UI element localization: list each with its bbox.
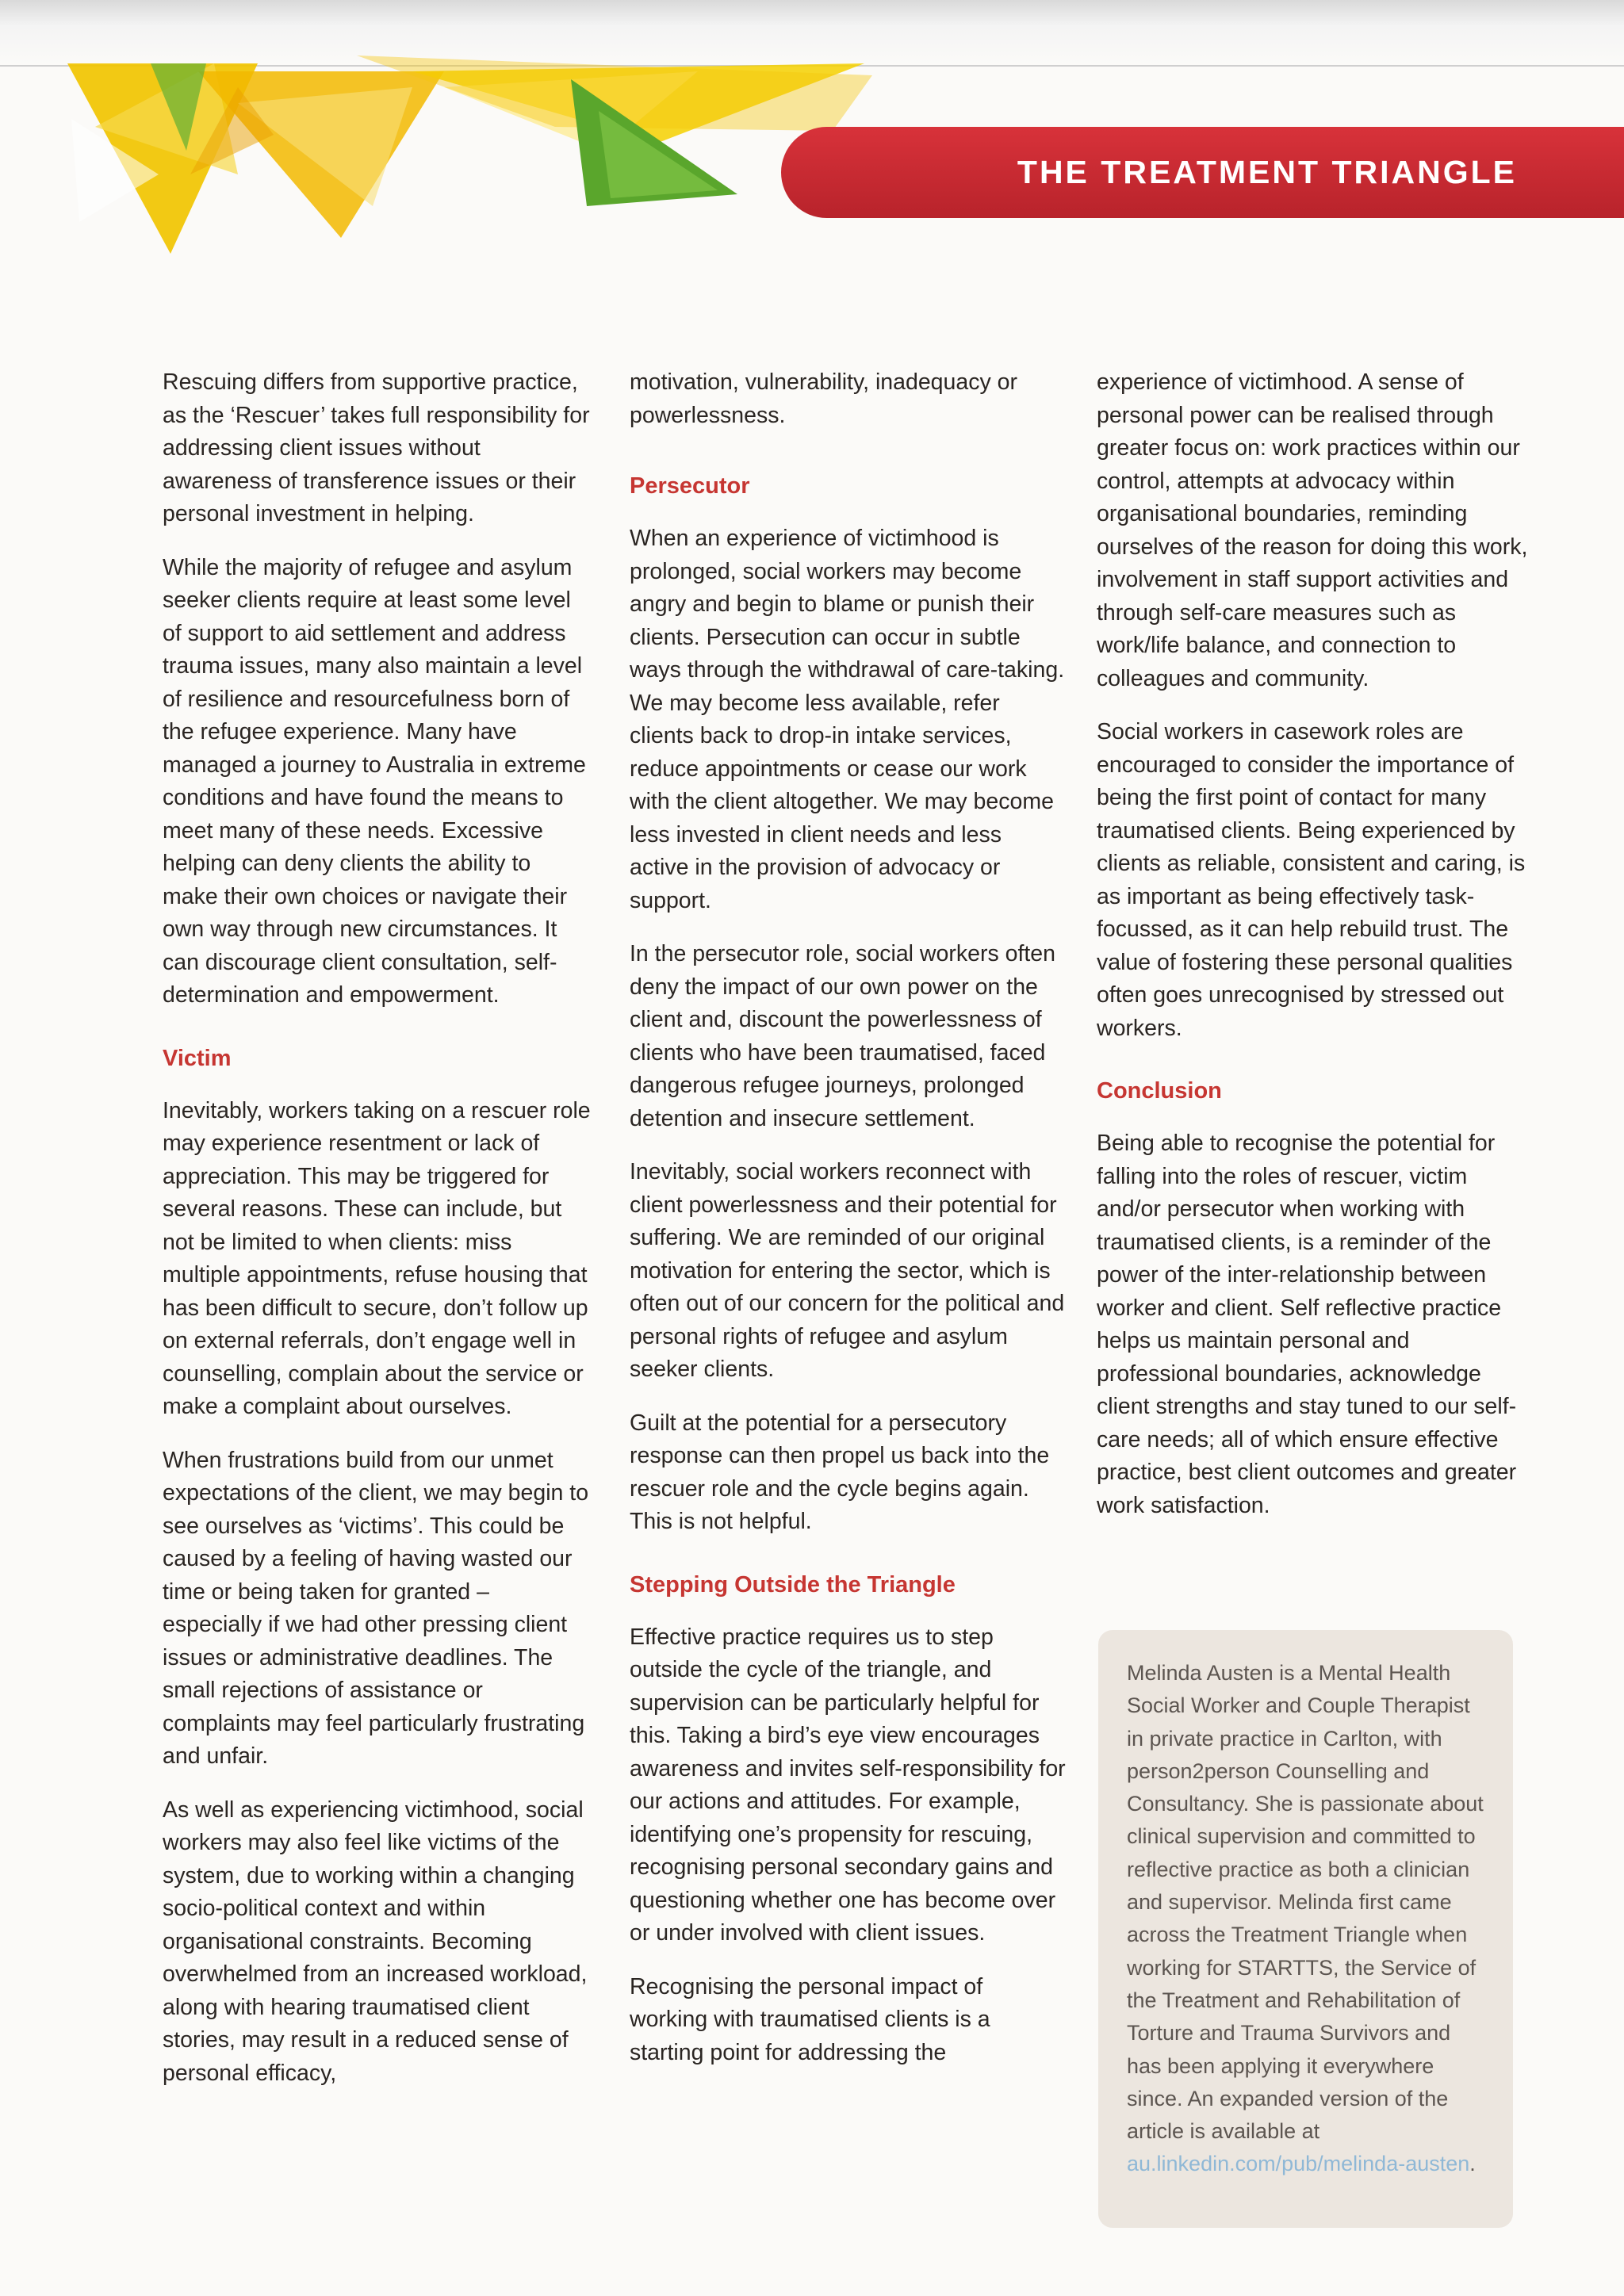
paragraph: Inevitably, workers taking on a rescuer role may experience resentment or lack of appreciation. This may be triggered for several reasons. These can include, but not be limited to when clients: miss multiple appointments, refuse housing that has been difficult to secure, don’t follow up on external referrals, don’t engage well in counselling, complain about the service or make a complaint about ourselves. bbox=[163, 1097, 591, 1419]
column-3 bbox=[1097, 366, 1537, 1543]
paragraph: motivation, vulnerability, inadequacy or powerlessness. bbox=[630, 369, 1017, 428]
paragraph: Effective practice requires us to step outside the cycle of the triangle, and supervision can be particularly helpful for this. Taking a bird’s eye view encourages awareness and invites self-responsibility for our actions and attitudes. For example, identifying one’s propensity for rescuing, recognising personal secondary gains and questioning whether one has become over or under involved with client issues. bbox=[630, 1624, 1066, 1946]
heading-persecutor: Persecutor bbox=[630, 473, 750, 499]
paragraph: While the majority of refugee and asylum seeker clients require at least some level of support to aid settlement and address trauma issues, many also maintain a level of resilience and resourcefulness born of the refugee experience. Many have managed a journey to Australia in extreme conditions and have found the means to meet many of these needs. Excessive helping can deny clients the ability to make their own choices or navigate their own way through new circumstances. It can discourage client consultation, self-determination and empowerment. bbox=[163, 554, 586, 1008]
column-1 bbox=[163, 366, 591, 2110]
author-profile-link[interactable]: au.linkedin.com/pub/melinda-austen bbox=[1127, 2152, 1470, 2176]
paragraph: Being able to recognise the potential for falling into the roles of rescuer, victim and/or persecutor when working with traumatised clients, is a reminder of the power of the inter-relationship between worker and client. Self reflective practice helps us maintain personal and professional boundaries, acknowledge client strengths and stay tuned to our self-care needs; all of which ensure effective practice, best client outcomes and greater work satisfaction. bbox=[1097, 1131, 1517, 1518]
heading-conclusion: Conclusion bbox=[1097, 1078, 1222, 1104]
author-bio bbox=[1127, 1657, 1484, 2181]
page-title: THE TREATMENT TRIANGLE bbox=[1017, 154, 1517, 190]
paragraph: experience of victimhood. A sense of personal power can be realised through greater focus on: work practices within our control, attempts at advocacy within organisational boundaries, reminding ourselves of the reason for doing this work, involvement in staff support activities and through self-care measures such as work/life balance, and connection to colleagues and community. bbox=[1097, 369, 1528, 691]
paragraph: Recognising the personal impact of working with traumatised clients is a starting point for addressing the bbox=[630, 1973, 990, 2065]
decorative-triangles bbox=[0, 55, 872, 262]
heading-stepping-outside: Stepping Outside the Triangle bbox=[630, 1571, 956, 1598]
author-bio-box bbox=[1098, 1630, 1513, 2228]
paragraph: As well as experiencing victimhood, social workers may also feel like victims of the system, due to working within a changing socio-political context and within organisational constraints. Becoming overwhelmed from an increased workload, along with hearing traumatised client stories, may result in a reduced sense of personal efficacy, bbox=[163, 1797, 588, 2086]
heading-victim: Victim bbox=[163, 1045, 232, 1071]
paragraph: Social workers in casework roles are encouraged to consider the importance of being the first point of contact for many traumatised clients. Being experienced by clients as reliable, consistent and caring, is as important as being effectively task-focussed, as it can help rebuild trust. The value of fostering these personal qualities often goes unrecognised by stressed out workers. bbox=[1097, 719, 1526, 1041]
paragraph: Inevitably, social workers reconnect with client powerlessness and their potential for suffering. We are reminded of our original motivation for entering the sector, which is often out of our concern for the political and personal rights of refugee and asylum seeker clients. bbox=[630, 1159, 1065, 1382]
paragraph: When an experience of victimhood is prolonged, social workers may become angry and begin to blame or punish their clients. Persecution can occur in subtle ways through the withdrawal of care-taking. We may become less available, refer clients back to drop-in intake services, reduce appointments or cease our work with the client altogether. We may become less invested in client needs and less active in the provision of advocacy or support. bbox=[630, 526, 1065, 913]
paragraph: Guilt at the potential for a persecutory response can then propel us back into the rescuer role and the cycle begins again. This is not helpful. bbox=[630, 1410, 1050, 1534]
column-2 bbox=[630, 366, 1066, 2090]
author-bio-text: Melinda Austen is a Mental Health Social Worker and Couple Therapist in private practice in Carlton, with person2person Counselling and Consultancy. She is passionate about clinical supervision and committed to reflective practice as both a clinician and supervisor. Melinda first came across the Treatment Triangle when working for STARTTS, the Service of the Treatment and Rehabilitation of Torture and Trauma Survivors and has been applying it everywhere since. An expanded version of the article is available at bbox=[1127, 1661, 1484, 2144]
paragraph: Rescuing differs from supportive practice, as the ‘Rescuer’ takes full responsibility for addressing client issues without awareness of transference issues or their personal investment in helping. bbox=[163, 369, 590, 526]
author-bio-end: . bbox=[1469, 2152, 1476, 2176]
paragraph: In the persecutor role, social workers often deny the impact of our own power on the client and, discount the powerlessness of clients who have been traumatised, faced dangerous refugee journeys, prolonged detention and insecure settlement. bbox=[630, 941, 1056, 1131]
paragraph: When frustrations build from our unmet expectations of the client, we may begin to see ourselves as ‘victims’. This could be caused by a feeling of having wasted our time or being taken for granted – especially if we had other pressing client issues or administrative deadlines. The small rejections of assistance or complaints may feel particularly frustrating and unfair. bbox=[163, 1447, 589, 1769]
section-banner bbox=[781, 127, 1624, 218]
